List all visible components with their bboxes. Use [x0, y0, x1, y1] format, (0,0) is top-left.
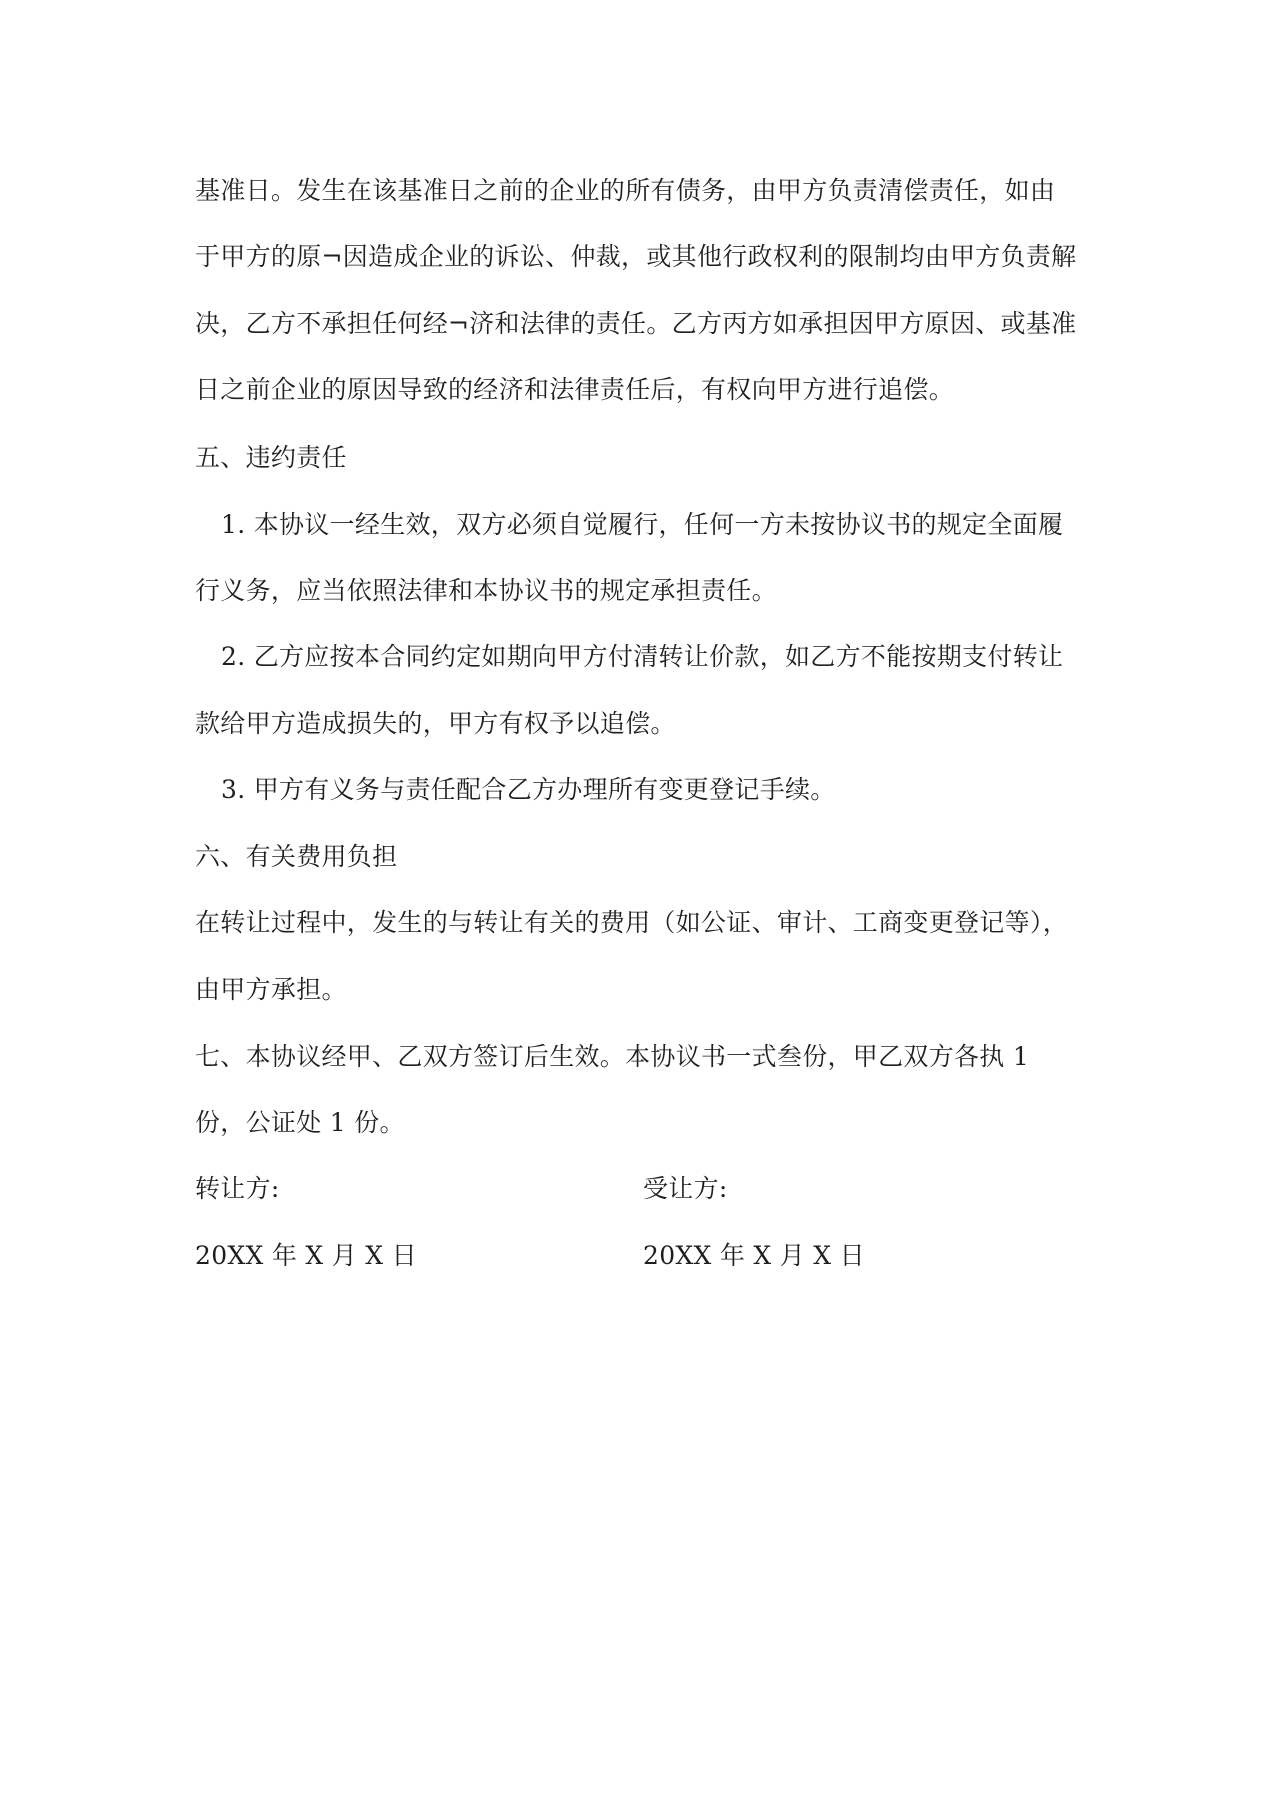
paragraph-line: 基准日。发生在该基准日之前的企业的所有债务，由甲方负责清偿责任，如由: [195, 176, 1056, 205]
paragraph-line: 在转让过程中，发生的与转让有关的费用（如公证、审计、工商变更登记等），: [195, 908, 1069, 937]
transferee-date: 20XX 年 X 月 X 日: [643, 1241, 865, 1270]
list-item-1-line-2: 行义务，应当依照法律和本协议书的规定承担责任。: [195, 576, 777, 605]
section-effectiveness-line-2: 份，公证处 1 份。: [195, 1108, 405, 1137]
transferor-label: 转让方:: [195, 1174, 280, 1203]
paragraph-line: 日之前企业的原因导致的经济和法律责任后，有权向甲方进行追偿。: [195, 375, 955, 404]
list-item-3: 3. 甲方有义务与责任配合乙方办理所有变更登记手续。: [221, 775, 836, 804]
list-item-1-line-1: 1. 本协议一经生效，双方必须自觉履行，任何一方未按协议书的规定全面履: [221, 510, 1064, 539]
paragraph-line: 决，乙方不承担任何经¬济和法律的责任。乙方丙方如承担因甲方原因、或基准: [195, 309, 1077, 338]
transferor-date: 20XX 年 X 月 X 日: [195, 1241, 417, 1270]
section-heading-fees: 六、有关费用负担: [195, 842, 398, 871]
list-item-2-line-1: 2. 乙方应按本合同约定如期向甲方付清转让价款，如乙方不能按期支付转让: [221, 642, 1064, 671]
transferee-label: 受让方:: [643, 1174, 728, 1203]
paragraph-line: 由甲方承担。: [195, 975, 347, 1004]
paragraph-line: 于甲方的原¬因造成企业的诉讼、仲裁，或其他行政权利的限制均由甲方负责解: [195, 242, 1077, 271]
list-item-2-line-2: 款给甲方造成损失的，甲方有权予以追偿。: [195, 709, 676, 738]
section-heading-liability: 五、违约责任: [195, 443, 347, 472]
section-effectiveness-line-1: 七、本协议经甲、乙双方签订后生效。本协议书一式叁份，甲乙双方各执 1: [195, 1042, 1030, 1071]
